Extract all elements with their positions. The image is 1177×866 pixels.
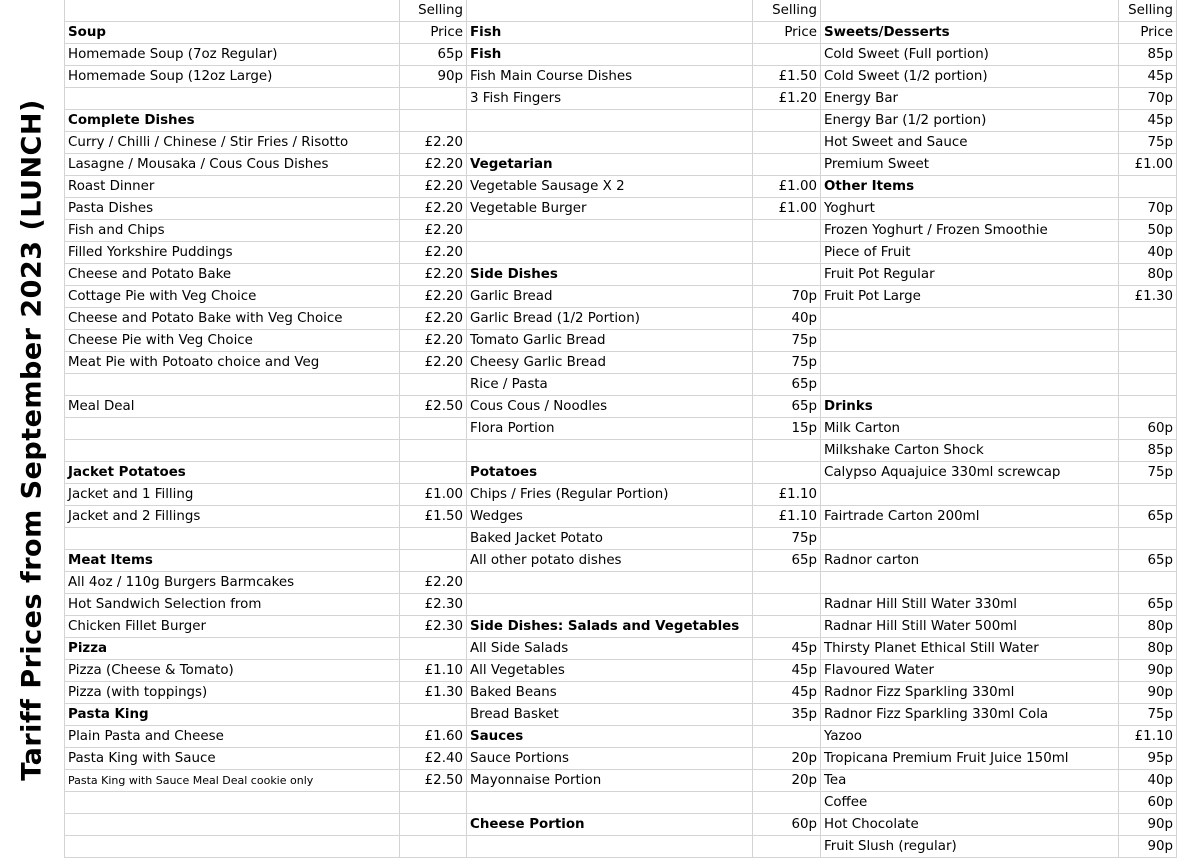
table-row xyxy=(65,66,1177,88)
price-cell: 80p xyxy=(1119,638,1177,660)
price-cell: £2.20 xyxy=(400,132,467,154)
section-heading-cell: Soup xyxy=(65,22,400,44)
price-cell xyxy=(1119,528,1177,550)
price-cell: £2.20 xyxy=(400,286,467,308)
price-cell: 40p xyxy=(1119,242,1177,264)
table-row xyxy=(65,462,1177,484)
price-cell xyxy=(400,374,467,396)
item-name-cell: Cheese and Potato Bake xyxy=(65,264,400,286)
item-name-cell xyxy=(65,440,400,462)
item-name-cell: Filled Yorkshire Puddings xyxy=(65,242,400,264)
price-cell: £2.20 xyxy=(400,264,467,286)
item-name-cell: Meat Pie with Potoato choice and Veg xyxy=(65,352,400,374)
price-cell: £1.00 xyxy=(753,176,821,198)
item-name-cell xyxy=(821,374,1119,396)
price-cell xyxy=(400,110,467,132)
table-row xyxy=(65,528,1177,550)
table-row xyxy=(65,264,1177,286)
item-name-cell: Pizza (Cheese & Tomato) xyxy=(65,660,400,682)
item-name-cell xyxy=(65,374,400,396)
price-cell xyxy=(400,528,467,550)
table-row xyxy=(65,44,1177,66)
item-name-cell xyxy=(821,484,1119,506)
item-name-cell: Roast Dinner xyxy=(65,176,400,198)
price-cell xyxy=(753,792,821,814)
item-name-cell xyxy=(467,110,753,132)
price-cell: 65p xyxy=(1119,506,1177,528)
price-cell: 15p xyxy=(753,418,821,440)
sidebar-title-area xyxy=(0,0,64,866)
item-name-cell: Cold Sweet (1/2 portion) xyxy=(821,66,1119,88)
item-name-cell: Flora Portion xyxy=(467,418,753,440)
table-row xyxy=(65,506,1177,528)
price-cell: 80p xyxy=(1119,264,1177,286)
table-row xyxy=(65,374,1177,396)
table-row xyxy=(65,748,1177,770)
item-name-cell: All Side Salads xyxy=(467,638,753,660)
header-selling-label: Selling xyxy=(1119,0,1177,22)
price-cell: 65p xyxy=(753,396,821,418)
price-cell: 65p xyxy=(753,550,821,572)
item-name-cell: Lasagne / Mousaka / Cous Cous Dishes xyxy=(65,154,400,176)
table-row xyxy=(65,154,1177,176)
header-price-label: Price xyxy=(400,22,467,44)
price-cell: £2.20 xyxy=(400,308,467,330)
price-cell: £1.10 xyxy=(400,660,467,682)
item-name-cell: Homemade Soup (12oz Large) xyxy=(65,66,400,88)
item-name-cell: All Vegetables xyxy=(467,660,753,682)
price-cell xyxy=(1119,396,1177,418)
price-cell: 20p xyxy=(753,748,821,770)
price-cell: 50p xyxy=(1119,220,1177,242)
price-cell: £1.10 xyxy=(1119,726,1177,748)
item-name-cell xyxy=(821,528,1119,550)
section-heading-cell: Meat Items xyxy=(65,550,400,572)
item-name-cell: Baked Jacket Potato xyxy=(467,528,753,550)
price-cell: 60p xyxy=(753,814,821,836)
price-cell: 70p xyxy=(1119,88,1177,110)
item-name-cell xyxy=(467,220,753,242)
item-name-cell: Radnar Hill Still Water 500ml xyxy=(821,616,1119,638)
table-row xyxy=(65,836,1177,858)
item-name-cell: Yoghurt xyxy=(821,198,1119,220)
table-row xyxy=(65,638,1177,660)
price-cell: £1.60 xyxy=(400,726,467,748)
section-heading-cell: Sauces xyxy=(467,726,753,748)
table-row xyxy=(65,704,1177,726)
item-name-cell: Cous Cous / Noodles xyxy=(467,396,753,418)
item-name-cell xyxy=(467,594,753,616)
item-name-cell: Fruit Slush (regular) xyxy=(821,836,1119,858)
item-name-cell xyxy=(467,440,753,462)
price-cell xyxy=(1119,572,1177,594)
price-cell xyxy=(753,154,821,176)
item-name-cell: Premium Sweet xyxy=(821,154,1119,176)
item-name-cell: Milkshake Carton Shock xyxy=(821,440,1119,462)
item-name-cell: Curry / Chilli / Chinese / Stir Fries / Risotto xyxy=(65,132,400,154)
table-row xyxy=(65,396,1177,418)
price-cell xyxy=(400,792,467,814)
table-row xyxy=(65,682,1177,704)
item-name-cell: Jacket and 1 Filling xyxy=(65,484,400,506)
item-name-cell xyxy=(65,836,400,858)
price-cell xyxy=(400,814,467,836)
item-name-cell: Garlic Bread (1/2 Portion) xyxy=(467,308,753,330)
price-cell xyxy=(400,638,467,660)
item-name-cell: Garlic Bread xyxy=(467,286,753,308)
price-cell: £2.20 xyxy=(400,220,467,242)
price-cell: 75p xyxy=(1119,462,1177,484)
item-name-cell: Mayonnaise Portion xyxy=(467,770,753,792)
price-cell: 60p xyxy=(1119,792,1177,814)
price-cell xyxy=(753,242,821,264)
item-name-cell: Thirsty Planet Ethical Still Water xyxy=(821,638,1119,660)
section-heading-cell: Fish xyxy=(467,22,753,44)
price-cell: 40p xyxy=(753,308,821,330)
table-row xyxy=(65,220,1177,242)
table-row xyxy=(65,440,1177,462)
price-cell xyxy=(400,704,467,726)
item-name-cell xyxy=(821,572,1119,594)
item-name-cell: All other potato dishes xyxy=(467,550,753,572)
price-cell xyxy=(753,836,821,858)
item-name-cell: Meal Deal xyxy=(65,396,400,418)
item-name-cell: Frozen Yoghurt / Frozen Smoothie xyxy=(821,220,1119,242)
price-cell xyxy=(400,462,467,484)
item-name-cell: Radnor Fizz Sparkling 330ml xyxy=(821,682,1119,704)
item-name-cell: Energy Bar (1/2 portion) xyxy=(821,110,1119,132)
header-selling-label: Selling xyxy=(753,0,821,22)
price-cell: 90p xyxy=(1119,682,1177,704)
item-name-cell: Bread Basket xyxy=(467,704,753,726)
price-cell: £1.50 xyxy=(753,66,821,88)
table-row xyxy=(65,484,1177,506)
item-name-cell: Cheese Pie with Veg Choice xyxy=(65,330,400,352)
header-selling-label: Selling xyxy=(400,0,467,22)
price-cell xyxy=(753,726,821,748)
price-cell: 20p xyxy=(753,770,821,792)
price-cell: £2.20 xyxy=(400,352,467,374)
item-name-cell: All 4oz / 110g Burgers Barmcakes xyxy=(65,572,400,594)
section-heading-cell: Potatoes xyxy=(467,462,753,484)
item-name-cell: 3 Fish Fingers xyxy=(467,88,753,110)
price-cell: £2.20 xyxy=(400,330,467,352)
price-cell: 65p xyxy=(753,374,821,396)
price-cell xyxy=(400,88,467,110)
item-name-cell: Energy Bar xyxy=(821,88,1119,110)
price-cell: 85p xyxy=(1119,440,1177,462)
price-cell: 45p xyxy=(1119,66,1177,88)
item-name-cell xyxy=(65,528,400,550)
item-name-cell: Fruit Pot Large xyxy=(821,286,1119,308)
price-cell: 90p xyxy=(1119,660,1177,682)
header-price-label: Price xyxy=(753,22,821,44)
price-cell: 95p xyxy=(1119,748,1177,770)
price-cell: £1.50 xyxy=(400,506,467,528)
price-cell: 65p xyxy=(1119,550,1177,572)
item-name-cell: Chips / Fries (Regular Portion) xyxy=(467,484,753,506)
price-cell xyxy=(753,44,821,66)
item-name-cell xyxy=(821,308,1119,330)
item-name-cell xyxy=(65,792,400,814)
item-name-cell: Vegetable Burger xyxy=(467,198,753,220)
item-name-cell: Radnar Hill Still Water 330ml xyxy=(821,594,1119,616)
item-name-cell xyxy=(467,836,753,858)
price-cell xyxy=(753,616,821,638)
price-cell: 85p xyxy=(1119,44,1177,66)
table-row xyxy=(65,792,1177,814)
item-name-cell: Jacket and 2 Fillings xyxy=(65,506,400,528)
price-cell: 80p xyxy=(1119,616,1177,638)
table-row xyxy=(65,286,1177,308)
price-cell: £2.50 xyxy=(400,770,467,792)
price-cell xyxy=(753,440,821,462)
price-cell: 75p xyxy=(1119,704,1177,726)
item-name-cell: Fish Main Course Dishes xyxy=(467,66,753,88)
price-cell: 35p xyxy=(753,704,821,726)
item-name-cell: Tomato Garlic Bread xyxy=(467,330,753,352)
item-name-cell: Radnor carton xyxy=(821,550,1119,572)
table-row xyxy=(65,572,1177,594)
price-cell: £2.50 xyxy=(400,396,467,418)
price-cell: 65p xyxy=(400,44,467,66)
item-name-cell xyxy=(467,132,753,154)
section-heading-cell: Other Items xyxy=(821,176,1119,198)
price-cell: 60p xyxy=(1119,418,1177,440)
price-cell xyxy=(753,594,821,616)
table-row xyxy=(65,616,1177,638)
table-row xyxy=(65,176,1177,198)
price-cell: £2.20 xyxy=(400,176,467,198)
item-name-cell: Tea xyxy=(821,770,1119,792)
header-blank xyxy=(467,0,753,22)
section-heading-cell: Side Dishes: Salads and Vegetables xyxy=(467,616,753,638)
price-cell: 45p xyxy=(753,682,821,704)
price-cell xyxy=(753,572,821,594)
table-row xyxy=(65,22,1177,44)
item-name-cell: Yazoo xyxy=(821,726,1119,748)
price-cell: 65p xyxy=(1119,594,1177,616)
item-name-cell: Hot Sandwich Selection from xyxy=(65,594,400,616)
price-cell: 45p xyxy=(1119,110,1177,132)
price-cell: £1.00 xyxy=(1119,154,1177,176)
price-cell: 90p xyxy=(1119,836,1177,858)
item-name-cell: Chicken Fillet Burger xyxy=(65,616,400,638)
item-name-cell: Hot Sweet and Sauce xyxy=(821,132,1119,154)
header-price-label: Price xyxy=(1119,22,1177,44)
price-cell: £2.30 xyxy=(400,616,467,638)
item-name-cell xyxy=(821,352,1119,374)
price-cell: £1.10 xyxy=(753,506,821,528)
item-name-cell: Fairtrade Carton 200ml xyxy=(821,506,1119,528)
price-cell xyxy=(753,220,821,242)
table-row xyxy=(65,242,1177,264)
item-name-cell: Plain Pasta and Cheese xyxy=(65,726,400,748)
price-cell: £1.00 xyxy=(400,484,467,506)
item-name-cell xyxy=(65,418,400,440)
price-cell: £2.20 xyxy=(400,572,467,594)
item-name-cell xyxy=(65,814,400,836)
item-name-cell: Baked Beans xyxy=(467,682,753,704)
item-name-cell: Cheesy Garlic Bread xyxy=(467,352,753,374)
price-cell xyxy=(753,462,821,484)
item-name-cell: Homemade Soup (7oz Regular) xyxy=(65,44,400,66)
item-name-cell: Fruit Pot Regular xyxy=(821,264,1119,286)
item-name-cell xyxy=(467,242,753,264)
item-name-cell xyxy=(467,572,753,594)
item-name-cell: Pizza (with toppings) xyxy=(65,682,400,704)
price-cell xyxy=(1119,330,1177,352)
section-heading-cell: Jacket Potatoes xyxy=(65,462,400,484)
item-name-cell: Piece of Fruit xyxy=(821,242,1119,264)
price-cell: 75p xyxy=(1119,132,1177,154)
item-name-cell: Flavoured Water xyxy=(821,660,1119,682)
section-heading-cell: Drinks xyxy=(821,396,1119,418)
item-name-cell xyxy=(467,792,753,814)
price-cell: £2.20 xyxy=(400,198,467,220)
item-name-cell: Rice / Pasta xyxy=(467,374,753,396)
price-cell: £1.30 xyxy=(400,682,467,704)
price-cell xyxy=(400,440,467,462)
price-cell xyxy=(400,836,467,858)
item-name-cell: Pasta King with Sauce xyxy=(65,748,400,770)
price-cell xyxy=(753,132,821,154)
item-name-cell: Tropicana Premium Fruit Juice 150ml xyxy=(821,748,1119,770)
header-row-selling xyxy=(65,0,1177,22)
table-row xyxy=(65,352,1177,374)
price-cell: £1.00 xyxy=(753,198,821,220)
price-cell: 75p xyxy=(753,330,821,352)
table-row xyxy=(65,550,1177,572)
item-name-cell: Vegetable Sausage X 2 xyxy=(467,176,753,198)
price-cell: £2.40 xyxy=(400,748,467,770)
price-cell xyxy=(1119,484,1177,506)
section-heading-cell: Vegetarian xyxy=(467,154,753,176)
table-row xyxy=(65,88,1177,110)
item-name-cell: Fish and Chips xyxy=(65,220,400,242)
price-cell: £1.20 xyxy=(753,88,821,110)
price-cell xyxy=(1119,374,1177,396)
table-row xyxy=(65,770,1177,792)
price-cell: 45p xyxy=(753,638,821,660)
table-row xyxy=(65,308,1177,330)
item-name-cell: Sauce Portions xyxy=(467,748,753,770)
price-cell: £2.30 xyxy=(400,594,467,616)
price-cell xyxy=(1119,308,1177,330)
item-name-cell: Calypso Aquajuice 330ml screwcap xyxy=(821,462,1119,484)
table-row xyxy=(65,594,1177,616)
price-cell: £1.30 xyxy=(1119,286,1177,308)
price-cell: 40p xyxy=(1119,770,1177,792)
price-cell xyxy=(1119,176,1177,198)
price-cell xyxy=(400,418,467,440)
table-row xyxy=(65,110,1177,132)
item-name-cell: Milk Carton xyxy=(821,418,1119,440)
tariff-price-table xyxy=(64,0,1177,858)
table-row xyxy=(65,418,1177,440)
section-heading-cell: Complete Dishes xyxy=(65,110,400,132)
item-name-cell: Hot Chocolate xyxy=(821,814,1119,836)
item-name-cell: Cheese and Potato Bake with Veg Choice xyxy=(65,308,400,330)
price-cell: £1.10 xyxy=(753,484,821,506)
table-row xyxy=(65,198,1177,220)
price-cell: 45p xyxy=(753,660,821,682)
price-cell: 70p xyxy=(1119,198,1177,220)
section-heading-cell: Cheese Portion xyxy=(467,814,753,836)
price-cell: £2.20 xyxy=(400,154,467,176)
item-name-cell xyxy=(821,330,1119,352)
item-name-cell: Pasta Dishes xyxy=(65,198,400,220)
item-name-cell: Coffee xyxy=(821,792,1119,814)
header-blank xyxy=(65,0,400,22)
price-cell xyxy=(753,110,821,132)
page-title: Tariff Prices from September 2023 (LUNCH) xyxy=(16,99,48,781)
item-name-cell: Cottage Pie with Veg Choice xyxy=(65,286,400,308)
table-row xyxy=(65,132,1177,154)
item-name-cell: Radnor Fizz Sparkling 330ml Cola xyxy=(821,704,1119,726)
header-blank xyxy=(821,0,1119,22)
price-cell: 75p xyxy=(753,528,821,550)
item-name-cell: Cold Sweet (Full portion) xyxy=(821,44,1119,66)
section-heading-cell: Fish xyxy=(467,44,753,66)
item-name-cell: Wedges xyxy=(467,506,753,528)
price-cell xyxy=(1119,352,1177,374)
price-cell: 90p xyxy=(1119,814,1177,836)
price-cell xyxy=(400,550,467,572)
table-row xyxy=(65,660,1177,682)
price-cell: 90p xyxy=(400,66,467,88)
section-heading-cell: Pizza xyxy=(65,638,400,660)
section-heading-cell: Side Dishes xyxy=(467,264,753,286)
table-row xyxy=(65,726,1177,748)
table-row xyxy=(65,814,1177,836)
price-cell: 75p xyxy=(753,352,821,374)
item-name-cell: Pasta King with Sauce Meal Deal cookie only xyxy=(65,770,400,792)
table-row xyxy=(65,330,1177,352)
price-cell: 70p xyxy=(753,286,821,308)
section-heading-cell: Pasta King xyxy=(65,704,400,726)
item-name-cell xyxy=(65,88,400,110)
price-cell: £2.20 xyxy=(400,242,467,264)
price-cell xyxy=(753,264,821,286)
section-heading-cell: Sweets/Desserts xyxy=(821,22,1119,44)
